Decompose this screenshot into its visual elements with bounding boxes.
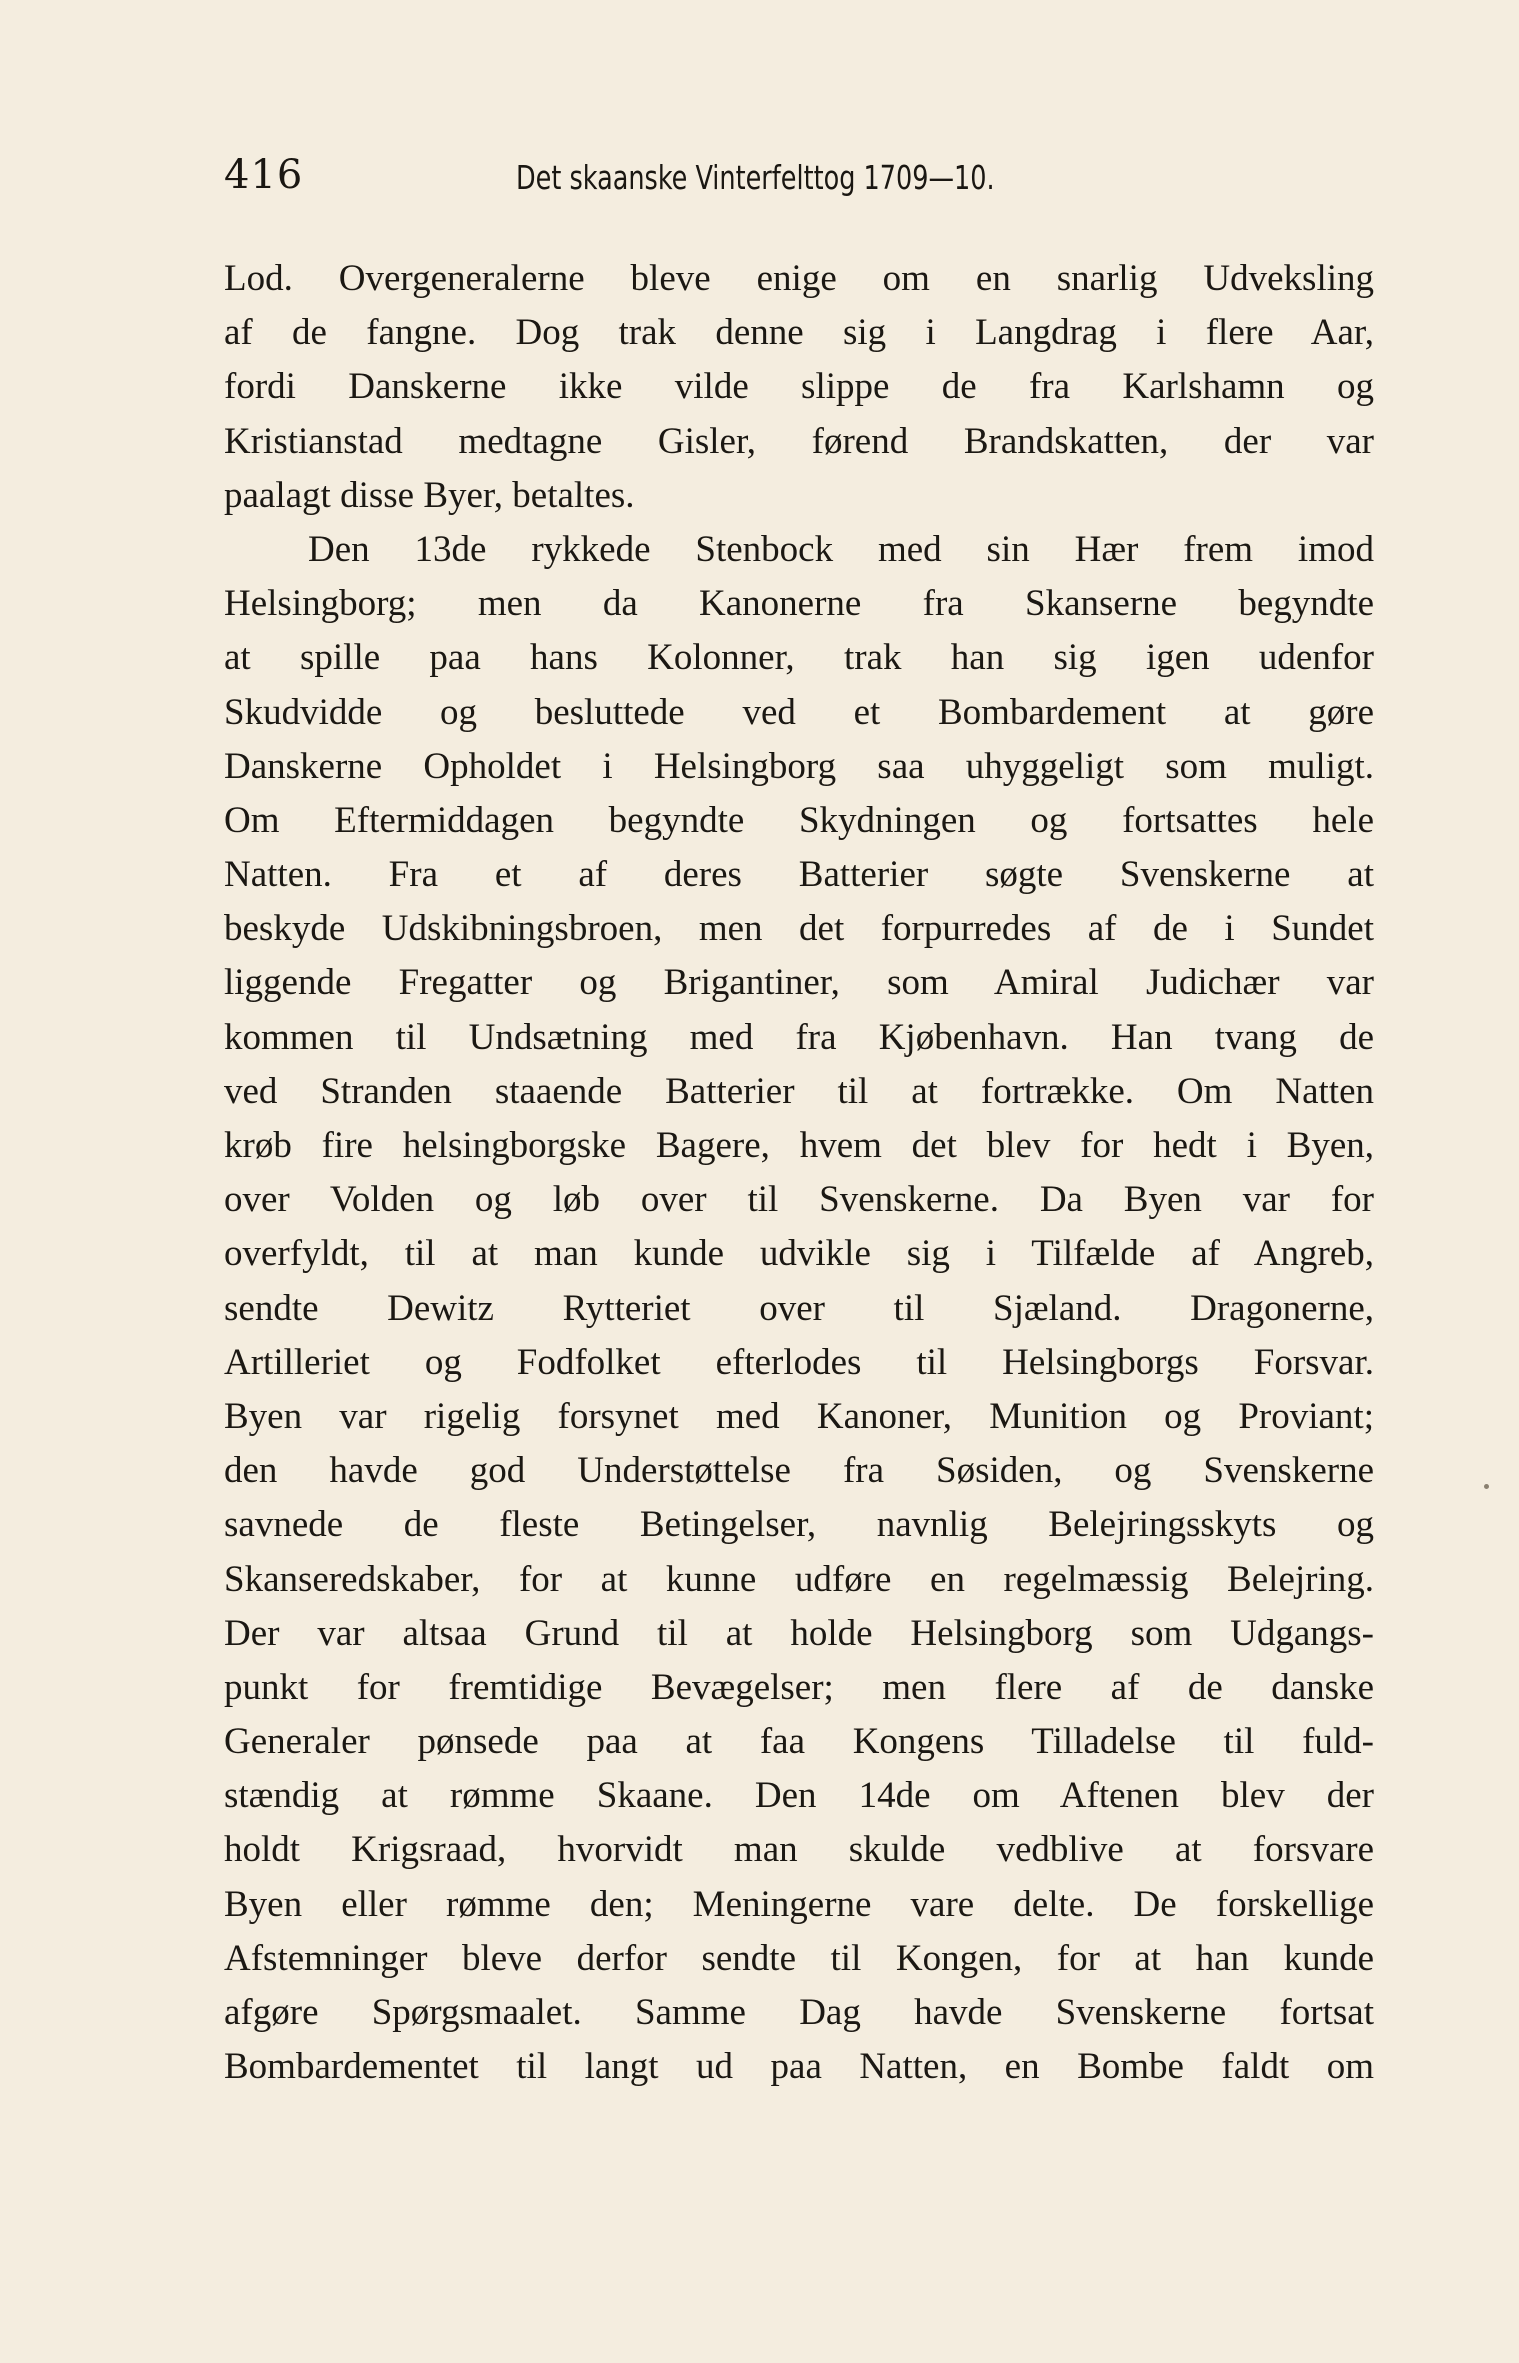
text-line: Skudvidde og besluttede ved et Bombardement at gøre <box>224 691 1374 733</box>
text-line: beskyde Udskibningsbroen, men det forpurredes af de i Sundet <box>224 908 1374 950</box>
text-line: paalagt disse Byer, betaltes. <box>224 474 635 516</box>
paper-speck <box>1484 1484 1489 1489</box>
text-line: Afstemninger bleve derfor sendte til Kongen, for at han kunde <box>224 1937 1374 1979</box>
text-line: kommen til Undsætning med fra Kjøbenhavn. Han tvang de <box>224 1016 1374 1058</box>
text-line: sendte Dewitz Rytteriet over til Sjæland. Dragonerne, <box>224 1287 1374 1329</box>
text-line: Helsingborg; men da Kanonerne fra Skanserne begyndte <box>224 583 1374 625</box>
page-header <box>224 152 1374 212</box>
text-line: fordi Danskerne ikke vilde slippe de fra Karlshamn og <box>224 366 1374 408</box>
page-number: 416 <box>224 152 304 198</box>
text-line: Om Eftermiddagen begyndte Skydningen og fortsattes hele <box>224 799 1374 841</box>
text-line: at spille paa hans Kolonner, trak han sig igen udenfor <box>224 637 1374 679</box>
text-line: Lod. Overgeneralerne bleve enige om en snarlig Udveksling <box>224 258 1374 299</box>
running-title: Det skaanske Vinterfelttog 1709—10. <box>516 158 995 197</box>
text-line: Natten. Fra et af deres Batterier søgte Svenskerne at <box>224 854 1374 896</box>
text-line: holdt Krigsraad, hvorvidt man skulde vedblive at forsvare <box>224 1829 1374 1871</box>
text-line: Skanseredskaber, for at kunne udføre en regelmæssig Belejring. <box>224 1558 1374 1600</box>
text-line: Generaler pønsede paa at faa Kongens Tilladelse til fuld- <box>224 1721 1374 1763</box>
text-line: overfyldt, til at man kunde udvikle sig i Tilfælde af Angreb, <box>224 1233 1374 1275</box>
text-line: stændig at rømme Skaane. Den 14de om Aftenen blev der <box>224 1775 1374 1817</box>
text-line: over Volden og løb over til Svenskerne. Da Byen var for <box>224 1179 1374 1221</box>
text-line: liggende Fregatter og Brigantiner, som Amiral Judichær var <box>224 962 1374 1004</box>
text-line: krøb fire helsingborgske Bagere, hvem det blev for hedt i Byen, <box>224 1125 1374 1166</box>
text-line: savnede de fleste Betingelser, navnlig Belejringsskyts og <box>224 1504 1374 1546</box>
text-line: af de fangne. Dog trak denne sig i Langdrag i flere Aar, <box>224 312 1374 354</box>
text-line: afgøre Spørgsmaalet. Samme Dag havde Svenskerne fortsat <box>224 1992 1374 2033</box>
text-line: Byen eller rømme den; Meningerne vare delte. De forskellige <box>224 1883 1374 1925</box>
text-line: Den 13de rykkede Stenbock med sin Hær frem imod <box>308 528 1374 570</box>
text-line: Der var altsaa Grund til at holde Helsingborg som Udgangs- <box>224 1612 1374 1654</box>
body-text <box>224 252 1374 2094</box>
text-line: Danskerne Opholdet i Helsingborg saa uhyggeligt som muligt. <box>224 745 1374 787</box>
text-line: den havde god Understøttelse fra Søsiden, og Svenskerne <box>224 1450 1374 1492</box>
text-line: Byen var rigelig forsynet med Kanoner, Munition og Proviant; <box>224 1395 1374 1437</box>
text-line: Artilleriet og Fodfolket efterlodes til Helsingborgs Forsvar. <box>224 1341 1374 1383</box>
text-line: Kristianstad medtagne Gisler, førend Brandskatten, der var <box>224 420 1374 462</box>
text-line: ved Stranden staaende Batterier til at fortrække. Om Natten <box>224 1070 1374 1112</box>
text-line: Bombardementet til langt ud paa Natten, en Bombe faldt om <box>224 2046 1374 2088</box>
text-line: punkt for fremtidige Bevægelser; men flere af de danske <box>224 1666 1374 1708</box>
